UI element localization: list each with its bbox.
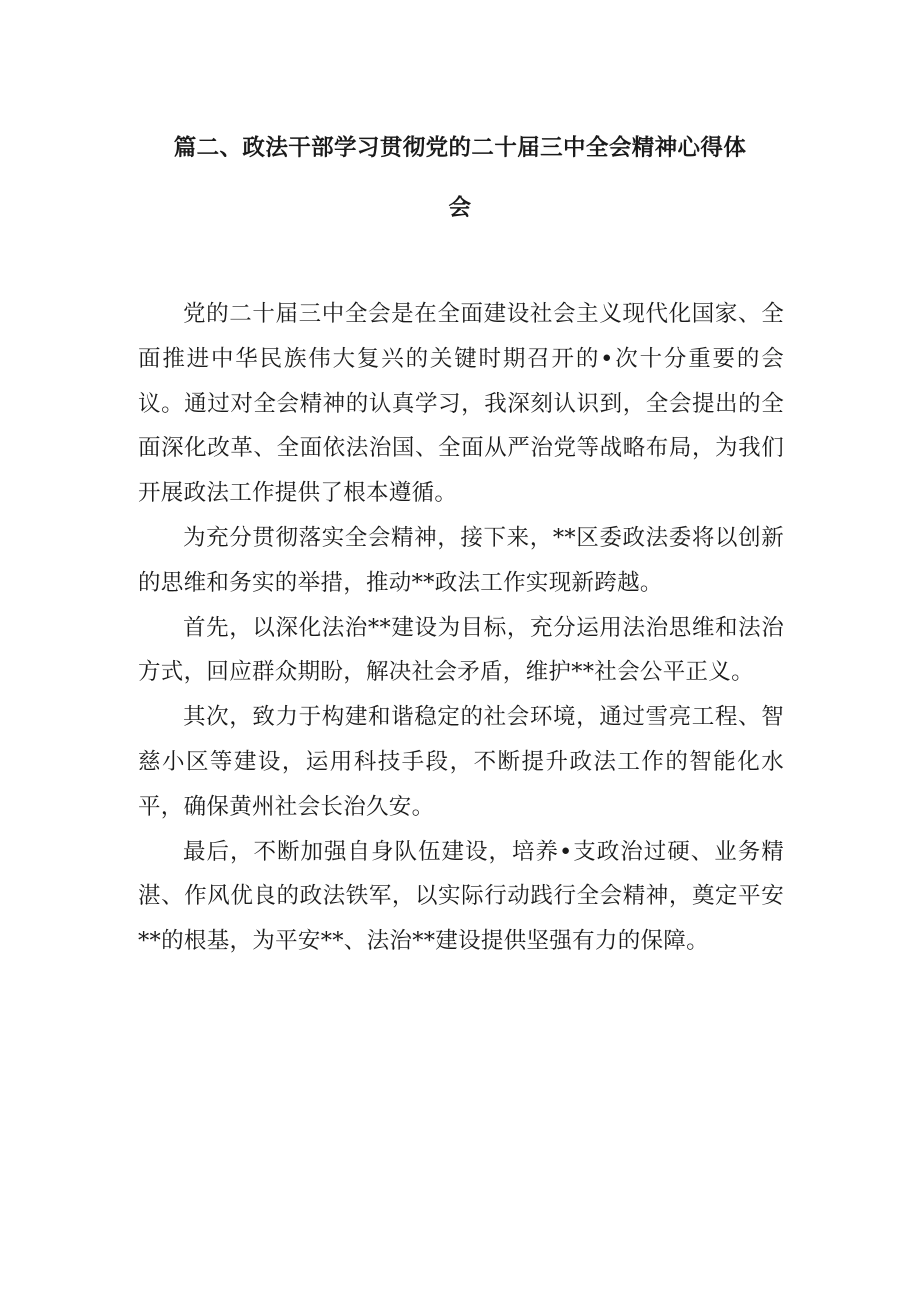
paragraph-5: 最后，不断加强自身队伍建设，培养•支政治过硬、业务精湛、作风优良的政法铁军，以实际行动践行全会精神，奠定平安**的根基，为平安**、法治**建设提供坚强有力的保障。	[138, 838, 784, 955]
paragraph-4: 其次，致力于构建和谐稳定的社会环境，通过雪亮工程、智慈小区等建设，运用科技手段，不断提升政法工作的智能化水平，确保黄州社会长治久安。	[138, 704, 784, 820]
document-body	[138, 292, 784, 964]
paragraph-1: 党的二十届三中全会是在全面建设社会主义现代化国家、全面推进中华民族伟大复兴的关键时期召开的•次十分重要的会议。通过对全会精神的认真学习，我深刻认识到，全会提出的全面深化改革、全面依法治国、全面从严治党等战略布局，为我们开展政法工作提供了根本遵循。	[138, 301, 784, 507]
document-title-line-2: 会	[448, 195, 472, 221]
paragraph-2: 为充分贯彻落实全会精神，接下来，**区委政法委将以创新的思维和务实的举措，推动**政法工作实现新跨越。	[138, 524, 784, 596]
paragraph-3: 首先，以深化法治**建设为目标，充分运用法治思维和法治方式，回应群众期盼，解决社会矛盾，维护**社会公平正义。	[138, 614, 784, 686]
document-title-line-1: 篇二、政法干部学习贯彻党的二十届三中全会精神心得体	[173, 135, 747, 161]
